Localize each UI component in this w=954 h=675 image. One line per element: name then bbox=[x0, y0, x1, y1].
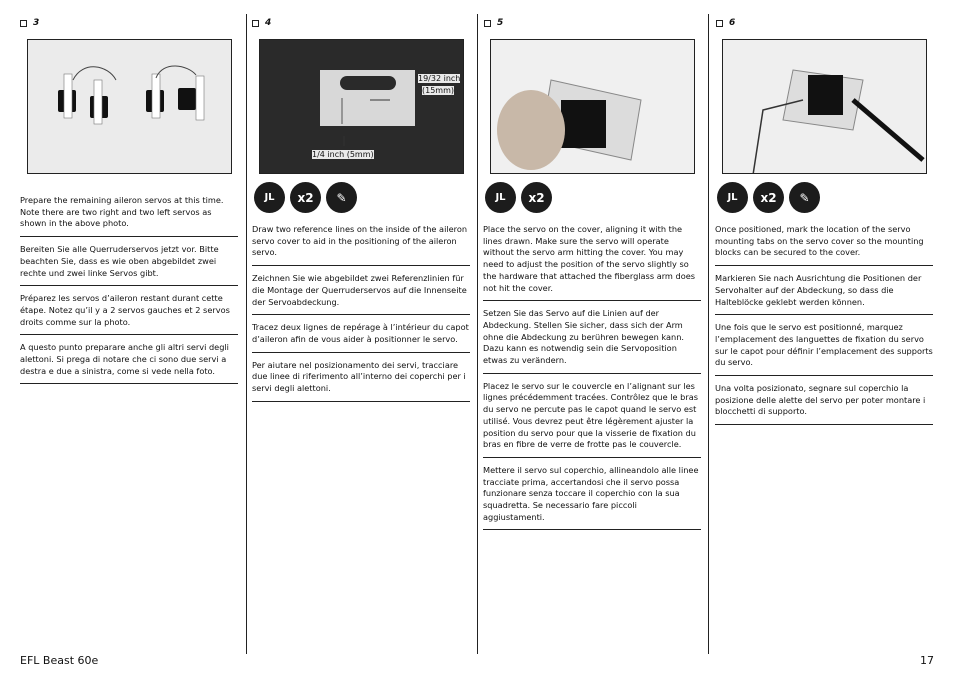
step-5-icons bbox=[485, 182, 552, 213]
para-fr: Placez le servo sur le couvercle en l’alignant sur les lignes précédemment tracées. Contrôlez que le bras du servo ne percute pas le capot quand le servo est utilisé. Vous devrez peut être légèrement ajuster la position du servo pour que la visserie de fixation du bras en fibre de verre de frotte pas le couvercle. bbox=[483, 378, 701, 458]
label-bottom: 1/4 inch (5mm) bbox=[312, 150, 374, 159]
para-de: Zeichnen Sie wie abgebildet zwei Referenzlinien für die Montage der Querruderservos auf die Innenseite der Servoabdeckung. bbox=[252, 270, 470, 315]
step-4-icons bbox=[254, 182, 357, 213]
column-divider bbox=[477, 14, 478, 654]
page-number: 17 bbox=[920, 654, 934, 667]
step-number: 4 bbox=[265, 18, 272, 28]
step-heading bbox=[484, 18, 503, 28]
column-divider bbox=[246, 14, 247, 654]
para-it: Mettere il servo sul coperchio, allineandolo alle linee tracciate prima, accertandosi che il servo possa funzionare senza toccare il coperchio con la sua squadretta. Se necessario fare piccoli aggiustamenti. bbox=[483, 462, 701, 531]
pen-icon: ✎ bbox=[789, 182, 820, 213]
checkbox-icon bbox=[20, 20, 27, 27]
pen-icon: ✎ bbox=[326, 182, 357, 213]
para-fr: Préparez les servos d’aileron restant durant cette étape. Notez qu’il y a 2 servos gauches et 2 servos droits comme sur la photo. bbox=[20, 290, 238, 335]
photo-servos bbox=[27, 39, 232, 174]
step-3-text bbox=[20, 192, 238, 388]
servos-illustration bbox=[28, 40, 232, 174]
checkbox-icon bbox=[252, 20, 259, 27]
photo-servo-on-cover bbox=[490, 39, 695, 174]
document-title: EFL Beast 60e bbox=[20, 654, 99, 667]
label-top2: (15mm) bbox=[422, 86, 455, 95]
step-number: 3 bbox=[33, 18, 40, 28]
step-5-text bbox=[483, 221, 701, 534]
mirror-icon: JL bbox=[485, 182, 516, 213]
photo-cover-lines bbox=[259, 39, 464, 174]
checkbox-icon bbox=[484, 20, 491, 27]
step-heading bbox=[252, 18, 271, 28]
column-divider bbox=[708, 14, 709, 654]
para-fr: Tracez deux lignes de repérage à l’intérieur du capot d’aileron afin de vous aider à positionner le servo. bbox=[252, 319, 470, 352]
step-heading bbox=[20, 18, 39, 28]
photo-marking-tabs bbox=[722, 39, 927, 174]
para-de: Bereiten Sie alle Querruderservos jetzt vor. Bitte beachten Sie, dass es wie oben abgebildet zwei rechte und zwei linke Servos gibt. bbox=[20, 241, 238, 286]
x2-icon: x2 bbox=[290, 182, 321, 213]
x2-icon: x2 bbox=[521, 182, 552, 213]
para-de: Setzen Sie das Servo auf die Linien auf der Abdeckung. Stellen Sie sicher, dass sich der Arm ohne die Abdeckung zu berühren bewegen kann. Dazu kann es notwendig sein die Servoposition etwas zu verändern. bbox=[483, 305, 701, 374]
servo-placement-illustration bbox=[491, 40, 695, 174]
step-number: 5 bbox=[497, 18, 504, 28]
para-en: Prepare the remaining aileron servos at this time. Note there are two right and two left servos as shown in the above photo. bbox=[20, 192, 238, 237]
step-6-icons bbox=[717, 182, 820, 213]
mirror-icon: JL bbox=[254, 182, 285, 213]
label-top: 19/32 inch bbox=[418, 74, 461, 83]
marking-illustration bbox=[723, 40, 927, 174]
para-fr: Une fois que le servo est positionné, marquez l’emplacement des languettes de fixation du servo sur le capot pour définir l’emplacement des supports du servo. bbox=[715, 319, 933, 376]
para-it: Per aiutare nel posizionamento dei servi, tracciare due linee di riferimento all’interno dei coperchi per i servi degli alettoni. bbox=[252, 357, 470, 402]
para-it: A questo punto preparare anche gli altri servi degli alettoni. Si prega di notare che ci sono due servi a destra e due a sinistra, come si vede nella foto. bbox=[20, 339, 238, 384]
para-en: Draw two reference lines on the inside of the aileron servo cover to aid in the positioning of the aileron servo. bbox=[252, 221, 470, 266]
para-it: Una volta posizionato, segnare sul coperchio la posizione delle alette del servo per poter montare i blocchetti di supporto. bbox=[715, 380, 933, 425]
para-de: Markieren Sie nach Ausrichtung die Positionen der Servohalter auf der Abdeckung, so dass die Halteblöcke geklebt werden können. bbox=[715, 270, 933, 315]
x2-icon: x2 bbox=[753, 182, 784, 213]
checkbox-icon bbox=[716, 20, 723, 27]
para-en: Place the servo on the cover, aligning it with the lines drawn. Make sure the servo will operate without the servo arm hitting the cover. You may need to adjust the position of the servo slightly so the hardware that attached the fiberglass arm does not hit the cover. bbox=[483, 221, 701, 301]
step-6-text bbox=[715, 221, 933, 429]
step-heading bbox=[716, 18, 735, 28]
mirror-icon: JL bbox=[717, 182, 748, 213]
step-4-text bbox=[252, 221, 470, 406]
para-en: Once positioned, mark the location of the servo mounting tabs on the servo cover so the mounting blocks can be secured to the cover. bbox=[715, 221, 933, 266]
step-number: 6 bbox=[729, 18, 736, 28]
